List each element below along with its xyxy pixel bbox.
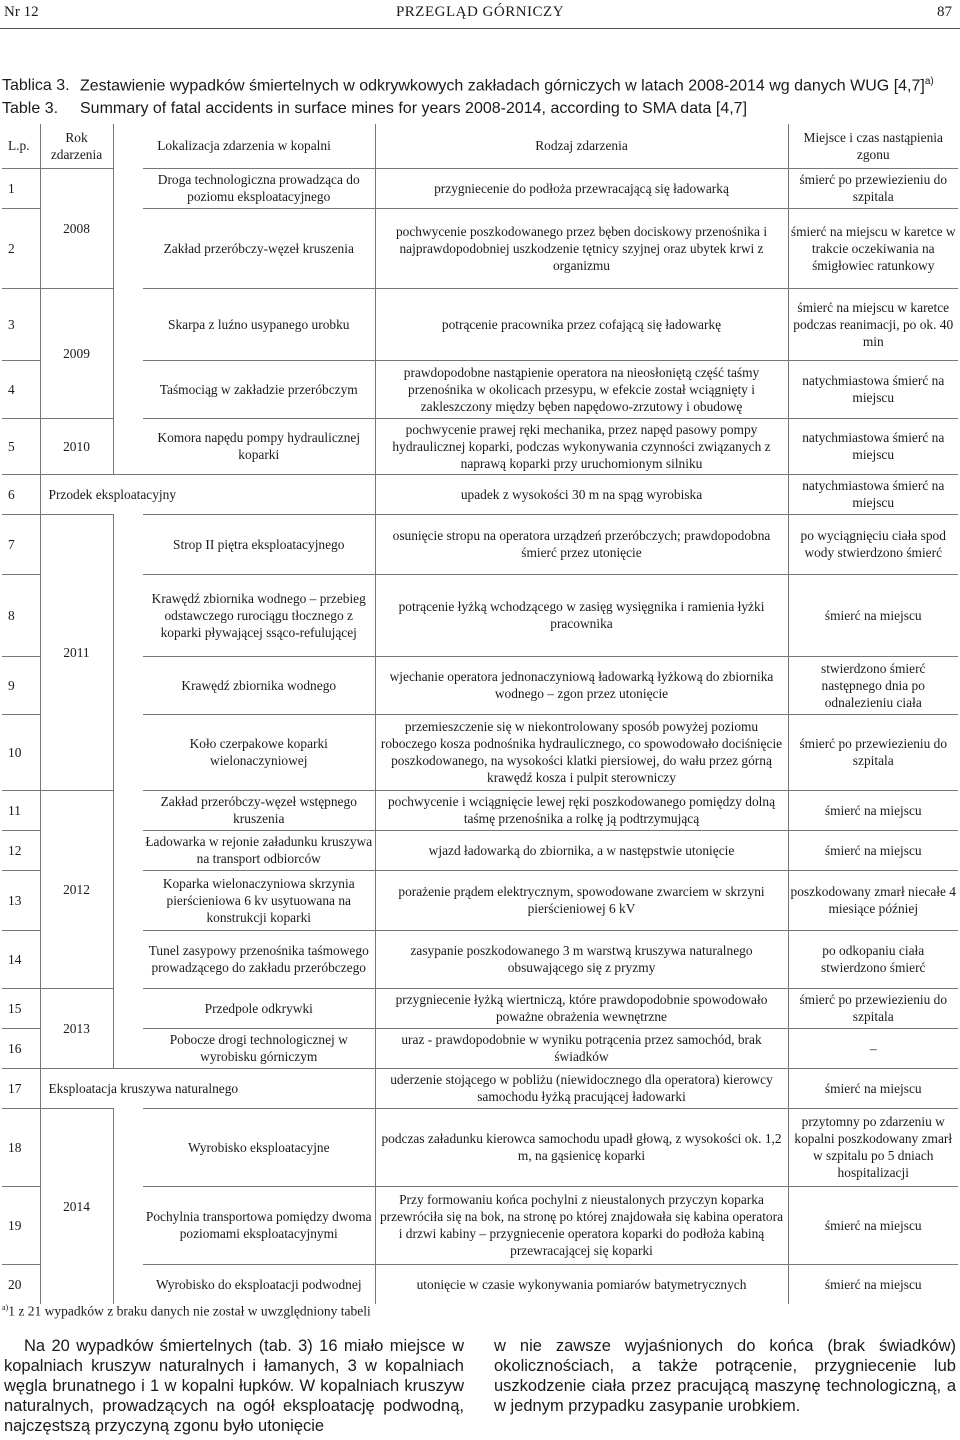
- header-lp: L.p.: [2, 124, 40, 168]
- row-type: porażenie prądem elektrycznym, spowodowane zwarciem w skrzyni pierścieniowej 6 kV: [375, 870, 788, 930]
- table-row: [2, 930, 958, 988]
- page-number-right: 87: [937, 4, 952, 20]
- row-number: 13: [2, 870, 40, 930]
- year-cell: 2012: [40, 790, 113, 988]
- row-number: 17: [2, 1068, 40, 1108]
- caption-english: [2, 97, 958, 120]
- row-location: Przodek eksploatacyjny: [40, 474, 375, 514]
- row-type: przemieszczenie się w niekontrolowany sposób powyżej poziomu roboczego kosza podnośnika hydraulicznego, co spowodowało dociśnięcie poszkodowanego, na wysokości klatki piersiowej, do wału przez górną krawędź kosza i pulpit sterowniczy: [375, 714, 788, 790]
- row-location: Ładowarka w rejonie załadunku kruszywa na transport odbiorców: [143, 830, 375, 870]
- row-place: śmierć po przewiezieniu do szpitala: [788, 168, 958, 208]
- row-type: zasypanie poszkodowanego 3 m warstwą kruszywa naturalnego obsuwającego się z pryzmy: [375, 930, 788, 988]
- header-location: Lokalizacja zdarzenia w kopalni: [157, 138, 331, 154]
- row-location: Tunel zasypowy przenośnika taśmowego prowadzącego do zakładu przeróbczego: [143, 930, 375, 988]
- row-place: stwierdzono śmierć następnego dnia po odnalezieniu ciała: [788, 656, 958, 714]
- row-place: po wyciągnięciu ciała spod wody stwierdzono śmierć: [788, 514, 958, 574]
- row-location: Wyrobisko do eksploatacji podwodnej: [143, 1264, 375, 1304]
- row-place: śmierć na miejscu: [788, 790, 958, 830]
- row-type: pochwycenie prawej ręki mechanika, przez napęd pasowy pompy hydraulicznej koparki, podczas wykonywania czynności związanych z naprawą koparki przy uruchomionym silniku: [375, 418, 788, 474]
- row-location: Pochylnia transportowa pomiędzy dwoma poziomami eksploatacyjnymi: [143, 1186, 375, 1264]
- row-location: Przedpole odkrywki: [143, 988, 375, 1028]
- row-type: Przy formowaniu końca pochylni z nieustalonych przyczyn koparka przewróciła się na bok, na stronę po której znajdowała się kabina operatora i drzwi kabiny – przygniecenie operatora koparki do podłoża kabiną przewracającej się koparki: [375, 1186, 788, 1264]
- table-row: [2, 1108, 958, 1186]
- row-place: śmierć po przewiezieniu do szpitala: [788, 714, 958, 790]
- table-header-row: [2, 124, 958, 168]
- row-number: 20: [2, 1264, 40, 1304]
- body-text-left: Na 20 wypadków śmiertelnych (tab. 3) 16 miało miejsce w kopalniach kruszyw naturalnych i łamanych, 3 w kopalniach węgla brunatnego i 1 w kopalni łupków. W kopalniach kruszyw naturalnych, prowadzących na ogół eksploatację podwodną, najczęstszą przyczyną zgonu było utonięcie: [4, 1337, 464, 1435]
- row-number: 6: [2, 474, 40, 514]
- row-place: natychmiastowa śmierć na miejscu: [788, 360, 958, 418]
- row-number: 12: [2, 830, 40, 870]
- table-row: [2, 208, 958, 288]
- row-location: Pobocze drogi technologicznej w wyrobisku górniczym: [143, 1028, 375, 1068]
- year-cell: 2009: [40, 288, 113, 418]
- body-text-right: w nie zawsze wyjaśnionych do końca (brak świadków) okolicznościach, a także potrącenie, przygniecenie lub uszkodzenie ciała przez pracującą maszynę technologiczną, a w jednym przypadku zasypanie urobkiem.: [494, 1337, 956, 1415]
- caption-label-en: Table 3.: [2, 100, 59, 118]
- row-number: 5: [2, 418, 40, 474]
- row-place: śmierć na miejscu: [788, 1186, 958, 1264]
- table-row: [2, 714, 958, 790]
- row-location: Skarpa z luźno usypanego urobku: [143, 288, 375, 360]
- row-type: pochwycenie poszkodowanego przez bęben dociskowy przenośnika i najprawdopodobniej uszkodzenie tętnicy szyjnej oraz ubytek krwi z organizmu: [375, 208, 788, 288]
- row-type: pochwycenie i wciągnięcie lewej ręki poszkodowanego pomiędzy dolną taśmę przenośnika a rolkę ją podtrzymującą: [375, 790, 788, 830]
- row-number: 18: [2, 1108, 40, 1186]
- row-place: śmierć na miejscu w karetce w trakcie oczekiwania na śmigłowiec ratunkowy: [788, 208, 958, 288]
- row-number: 8: [2, 574, 40, 656]
- table-row: [2, 288, 958, 360]
- table-row: [2, 988, 958, 1028]
- row-type: utonięcie w czasie wykonywania pomiarów batymetrycznych: [375, 1264, 788, 1304]
- header-divider: [0, 28, 960, 29]
- year-cell: 2008: [40, 168, 113, 288]
- table-row: [2, 656, 958, 714]
- row-number: 19: [2, 1186, 40, 1264]
- row-location: Wyrobisko eksploatacyjne: [143, 1108, 375, 1186]
- caption-title-en: Summary of fatal accidents in surface mines for years 2008-2014, according to SMA data [4,7]: [80, 100, 748, 118]
- row-number: 9: [2, 656, 40, 714]
- table-row: [2, 1068, 958, 1108]
- row-place: śmierć na miejscu: [788, 830, 958, 870]
- row-location: Strop II piętra eksploatacyjnego: [143, 514, 375, 574]
- row-place: śmierć po przewiezieniu do szpitala: [788, 988, 958, 1028]
- row-location: Koparka wielonaczyniowa skrzynia pierścieniowa 6 kv usytuowana na konstrukcji koparki: [143, 870, 375, 930]
- table-row: [2, 168, 958, 208]
- row-type: osunięcie stropu na operatora urządzeń przeróbczych; prawdopodobna śmierć przez utonięcie: [375, 514, 788, 574]
- table-row: [2, 1028, 958, 1068]
- row-place: śmierć na miejscu: [788, 1264, 958, 1304]
- row-location: Krawędź zbiornika wodnego – przebieg odstawczego rurociągu tłocznego z koparki pływającej ssąco-refulującej: [143, 574, 375, 656]
- row-location: Krawędź zbiornika wodnego: [143, 656, 375, 714]
- row-place: śmierć na miejscu w karetce podczas reanimacji, po ok. 40 min: [788, 288, 958, 360]
- row-number: 2: [2, 208, 40, 288]
- table-caption: [2, 70, 958, 120]
- row-number: 14: [2, 930, 40, 988]
- row-type: prawdopodobne nastąpienie operatora na nieosłoniętą część taśmy przenośnika w okolicach przesypu, w efekcie został wciągnięty i zakleszczony między bęben napędowo-zrzutowy i obudowę: [375, 360, 788, 418]
- table-footnote: [2, 1303, 371, 1320]
- accidents-table: [2, 124, 958, 1304]
- table-row: [2, 474, 958, 514]
- row-type: podczas załadunku kierowca samochodu upadł głową, z wysokości ok. 1,2 m, na gąsienicę koparki: [375, 1108, 788, 1186]
- row-type: wjazd ładowarką do zbiornika, a w następstwie utonięcie: [375, 830, 788, 870]
- row-number: 1: [2, 168, 40, 208]
- page-number-left: Nr 12: [4, 4, 39, 20]
- table-row: [2, 830, 958, 870]
- table-row: [2, 1186, 958, 1264]
- journal-title: PRZEGLĄD GÓRNICZY: [395, 4, 565, 20]
- row-number: 4: [2, 360, 40, 418]
- row-number: 7: [2, 514, 40, 574]
- table-row: [2, 870, 958, 930]
- row-type: przygniecenie łyżką wiertniczą, które prawdopodobnie spowodowało poważne obrażenia wewnętrzne: [375, 988, 788, 1028]
- table-row: [2, 418, 958, 474]
- row-type: przygniecenie do podłoża przewracającą się ładowarką: [375, 168, 788, 208]
- header-place: Miejsce i czas nastąpienia zgonu: [788, 124, 958, 168]
- row-place: poszkodowany zmarł niecałe 4 miesiące później: [788, 870, 958, 930]
- footnote-marker: a): [2, 1303, 9, 1312]
- caption-polish: [2, 70, 958, 97]
- header-type: Rodzaj zdarzenia: [375, 124, 788, 168]
- row-place: przytomny po zdarzeniu w kopalni poszkodowany zmarł w szpitalu po 5 dniach hospitalizacji: [788, 1108, 958, 1186]
- row-place: natychmiastowa śmierć na miejscu: [788, 474, 958, 514]
- table-row: [2, 514, 958, 574]
- table-row: [2, 360, 958, 418]
- row-number: 15: [2, 988, 40, 1028]
- row-location: Zakład przeróbczy-węzeł kruszenia: [143, 208, 375, 288]
- row-number: 11: [2, 790, 40, 830]
- row-location: Droga technologiczna prowadząca do poziomu eksploatacyjnego: [143, 168, 375, 208]
- year-cell: 2013: [40, 988, 113, 1068]
- row-location: Eksploatacja kruszywa naturalnego: [40, 1068, 375, 1108]
- row-place: po odkopaniu ciała stwierdzono śmierć: [788, 930, 958, 988]
- year-cell: 2014: [40, 1108, 113, 1304]
- year-cell: 2011: [40, 514, 113, 790]
- table-row: [2, 1264, 958, 1304]
- caption-sup: a): [924, 76, 934, 87]
- table-row: [2, 790, 958, 830]
- header-year: Rok zdarzenia: [40, 124, 113, 168]
- page-header: [0, 0, 960, 26]
- row-type: potrącenie łyżką wchodzącego w zasięg wysięgnika i ramienia łyżki pracownika: [375, 574, 788, 656]
- row-location: Komora napędu pompy hydraulicznej koparki: [143, 418, 375, 474]
- row-place: natychmiastowa śmierć na miejscu: [788, 418, 958, 474]
- row-type: uderzenie stojącego w pobliżu (niewidocznego dla operatora) kierowcy samochodu łyżką pracującej ładowarki: [375, 1068, 788, 1108]
- year-cell: 2010: [40, 418, 113, 474]
- row-place: śmierć na miejscu: [788, 1068, 958, 1108]
- row-number: 10: [2, 714, 40, 790]
- caption-title-pl: Zestawienie wypadków śmiertelnych w odkrywkowych zakładach górniczych w latach 2008-2014 wg danych WUG [4,7]: [80, 77, 925, 95]
- row-number: 16: [2, 1028, 40, 1068]
- row-location: Taśmociąg w zakładzie przeróbczym: [143, 360, 375, 418]
- row-type: uraz - prawdopodobnie w wyniku potrącenia przez samochód, brak świadków: [375, 1028, 788, 1068]
- row-place: –: [788, 1028, 958, 1068]
- row-number: 3: [2, 288, 40, 360]
- row-location: Koło czerpakowe koparki wielonaczyniowej: [143, 714, 375, 790]
- row-type: upadek z wysokości 30 m na spąg wyrobiska: [375, 474, 788, 514]
- footnote-text: 1 z 21 wypadków z braku danych nie został w uwzględniony tabeli: [8, 1303, 371, 1319]
- table-row: [2, 574, 958, 656]
- row-type: potrącenie pracownika przez cofającą się ładowarkę: [375, 288, 788, 360]
- row-place: śmierć na miejscu: [788, 574, 958, 656]
- caption-label-pl: Tablica 3.: [2, 77, 70, 95]
- row-location: Zakład przeróbczy-węzeł wstępnego kruszenia: [143, 790, 375, 830]
- row-type: wjechanie operatora jednonaczyniową ładowarką łyżkową do zbiornika wodnego – zgon przez utonięcie: [375, 656, 788, 714]
